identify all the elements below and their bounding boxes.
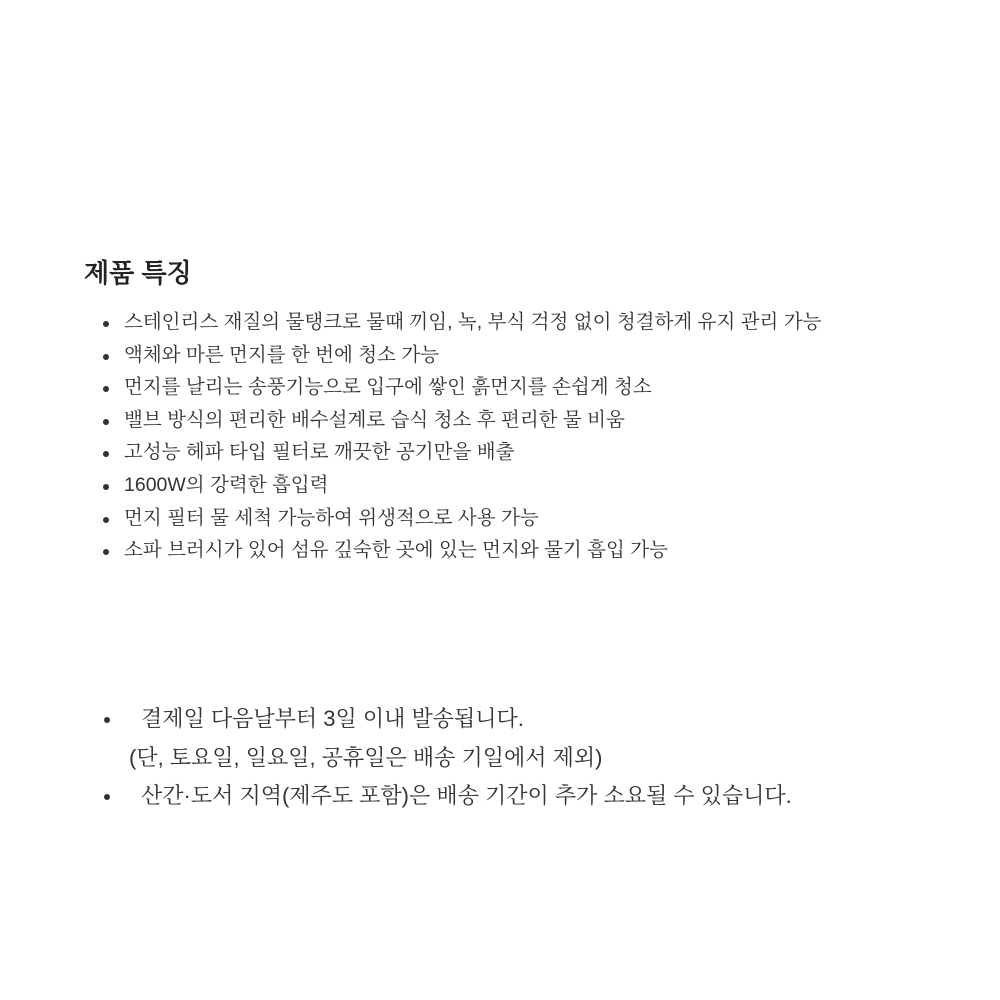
feature-text: 먼지 필터 물 세척 가능하여 위생적으로 사용 가능 [124,506,539,529]
bullet-icon [104,717,110,723]
bullet-icon [104,794,110,800]
shipping-info-section [100,700,980,816]
bullet-icon [103,419,109,425]
feature-text: 먼지를 날리는 송풍기능으로 입구에 쌓인 흙먼지를 손쉽게 청소 [124,376,652,399]
feature-text: 고성능 헤파 타입 필터로 깨끗한 공기만을 배출 [124,441,515,464]
feature-text: 1600W의 강력한 흡입력 [124,473,329,496]
feature-item [84,436,984,469]
bullet-icon [103,386,109,392]
shipping-item [100,700,980,777]
feature-text: 스테인리스 재질의 물탱크로 물때 끼임, 녹, 부식 걱정 없이 청결하게 유지 관리 가능 [124,311,822,333]
bullet-icon [103,484,109,490]
feature-item [84,371,984,404]
bullet-icon [103,549,109,555]
feature-text: 밸브 방식의 편리한 배수설계로 습식 청소 후 편리한 물 비움 [124,408,625,431]
feature-item [84,534,984,567]
feature-text: 액체와 마른 먼지를 한 번에 청소 가능 [124,343,440,366]
product-features-title: 제품 특징 [84,258,192,288]
feature-item [84,502,984,535]
bullet-icon [103,354,109,360]
shipping-item [100,777,980,816]
shipping-note: (단, 토요일, 일요일, 공휴일은 배송 기일에서 제외) [129,744,603,770]
product-features-list [84,306,984,567]
bullet-icon [103,517,109,523]
shipping-info-list [100,700,980,816]
feature-item [84,306,984,339]
shipping-text: 산간·도서 지역(제주도 포함)은 배송 기간이 추가 소요될 수 있습니다. [141,783,792,808]
feature-item [84,469,984,502]
feature-item [84,339,984,372]
bullet-icon [103,451,109,457]
product-features-section [84,254,984,567]
bullet-icon [103,321,109,327]
shipping-text: 결제일 다음날부터 3일 이내 발송됩니다. [141,706,524,731]
feature-item [84,404,984,437]
feature-text: 소파 브러시가 있어 섬유 깊숙한 곳에 있는 먼지와 물기 흡입 가능 [124,539,668,562]
